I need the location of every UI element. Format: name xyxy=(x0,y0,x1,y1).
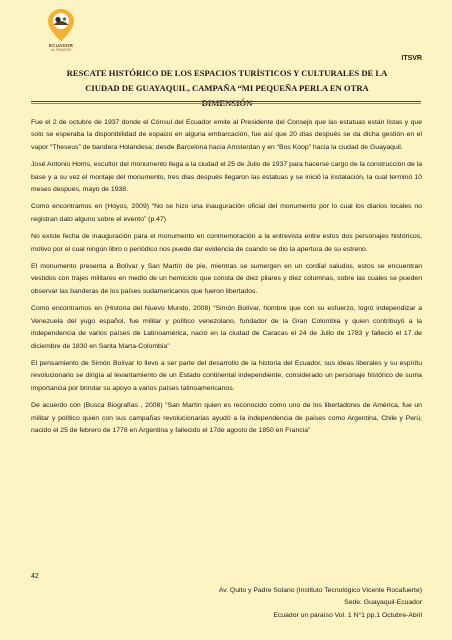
paragraph: No existe fecha de inauguración para el monumento en conmemoración a la entrevista entre estos dos personajes históricos, motivo por el cual ningún libro o periódico nos puede dar evidencia de cuando se dio la apertura de su estreno. xyxy=(31,233,422,253)
paragraph: José Antonio Homs, escultor del monumento llega a la ciudad el 25 de Julio de 1937 para hacerse cargo de la construcción de la base y a su vez el montaje del monumento, tres días después llegaron las estatuas y se inició la instalación, la cual terminó 10 meses después, mayo de 1938. xyxy=(31,161,422,194)
logo-name: ECUADOR xyxy=(48,43,74,48)
page-number: 42 xyxy=(31,573,39,580)
paragraph: El monumento presenta a Bolívar y San Martín de pie, mientras se sumergen en un cordial saludos, estos se encuentran vestidos con trajes militares en medio de un hemiciclo que consta de diez pilares y diez columnas, sobre las cuales se pueden observar las banderas de los países sudamericanos que fueron libertados. xyxy=(31,263,422,295)
footer-location: Sede: Guayaquil-Ecuador xyxy=(344,599,422,607)
map-pin-logo-icon xyxy=(46,8,76,42)
paragraph: Como encontramos en (Historia del Nuevo Mundo, 2008) “Simón Bolívar, hombre que con su esfuerzo, logró independizar a Venezuela del yugo español, fue militar y político venezolano, fundador de la Gran Colombia y quien contribuyó a la independencia de varios países de Latinoamérica, nació en la ciudad de Caracas el 24 de Julio de 1783 y falleció el 17 de diciembre de 1830 en Santa Marta-Colombia” xyxy=(31,305,422,350)
paragraph: De acuerdo con (Busca Biografías , 2008) “San Martín quien es reconocido como uno de los libertadores de América, fue un militar y político quien con sus campañas revolucionarias ayudó a la independencia de países como Argentina, Chile y Perú; nacido el 25 de febrero de 1778 en Argentina y fallecido el 17de agosto de 1850 en Francia” xyxy=(31,402,422,434)
body-text xyxy=(31,117,422,442)
footer-address: Av. Quito y Padre Solano (Instituto Tecnológico Vicente Rocafuerte) xyxy=(218,587,422,594)
paragraph: Fue el 2 de octubre de 1937 donde el Cónsul del Ecuador emite al Presidente del Consejo que las estatuas están listas y que solo se esperaba la disponibilidad de espacio en alguna embarcación, fue así que 20 días después se da dicha gestión en el vapor “Theseus” de bandera Holandesa; desde Barcelona hacia Amsterdan y en “Bos Koop” hacia la ciudad de Guayaquil. xyxy=(31,119,422,151)
logo xyxy=(32,8,90,52)
paragraph: El pensamiento de Simón Bolívar lo llevo a ser parte del desarrollo de la historia del Ecuador, sus ideas liberales y su espíritu revolucionario se dirigía al levantamiento de un Estado continental independiente, considerado un personaje histórico de suma importancia por brindar su apoyo a varios países latinoamericanos. xyxy=(31,359,422,392)
document-title xyxy=(60,66,394,111)
footer-citation: Ecuador un paraíso Vol. 1 N°1 pp.1 Octubre-Abril xyxy=(273,611,422,619)
header-divider xyxy=(31,101,421,102)
paragraph: Como encontramos en (Hoyos, 2009) “No se hizo una inauguración oficial del monumento por lo cual los diarios locales no registran dato alguno sobre el evento” (p.47) xyxy=(31,203,422,223)
title-line-1: RESCATE HISTÓRICO DE LOS ESPACIOS TURÍSTICOS Y CULTURALES DE LA xyxy=(66,68,388,78)
logo-subtitle: Un PARAISO xyxy=(50,48,72,52)
header-divider-thin xyxy=(31,103,421,104)
title-line-2: CIUDAD DE GUAYAQUIL, CAMPAÑA “MI PEQUEÑA PERLA EN OTRA DIMENSIÓN xyxy=(85,83,369,108)
footer xyxy=(219,585,422,622)
org-label: ITSVR xyxy=(401,55,422,62)
